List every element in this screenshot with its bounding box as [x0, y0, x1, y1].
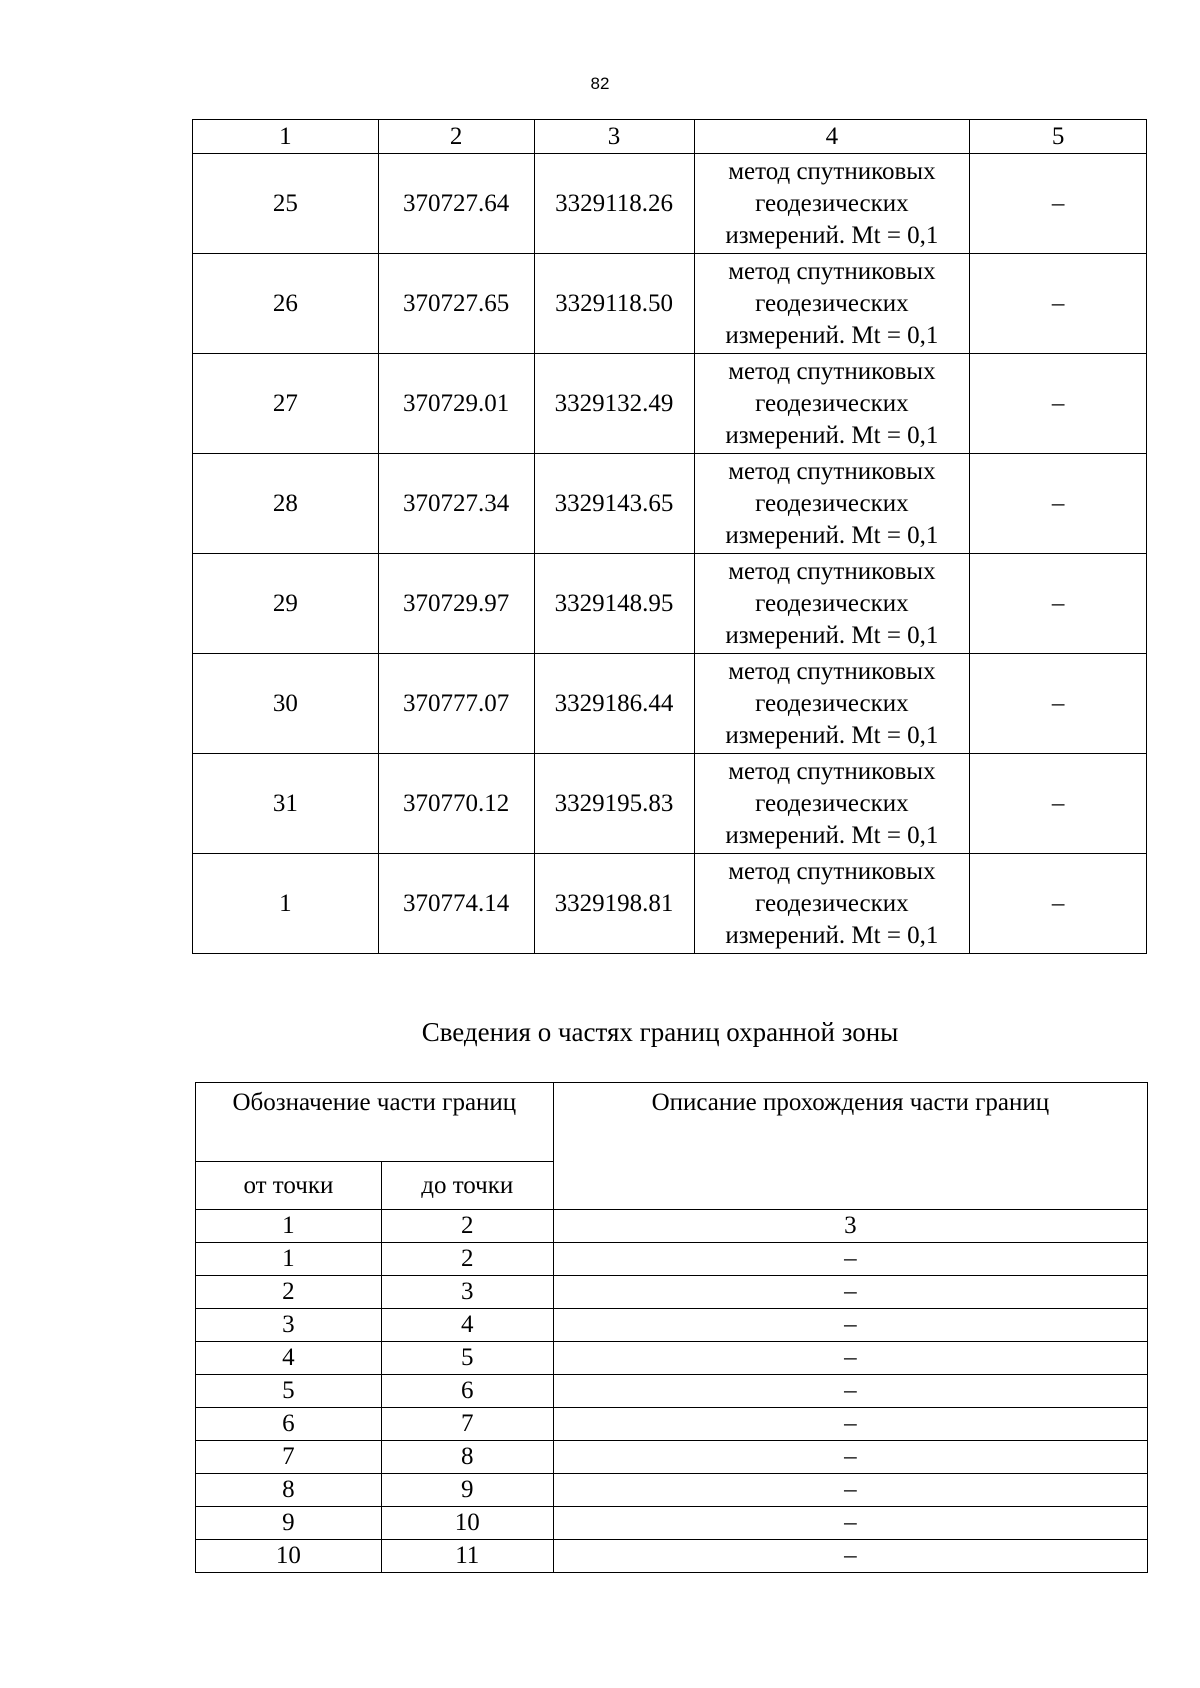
description-cell: –	[553, 1507, 1147, 1540]
x-coordinate-cell: 370770.12	[378, 754, 534, 854]
to-point-cell: 4	[381, 1309, 553, 1342]
to-point-cell: 9	[381, 1474, 553, 1507]
boundary-part-row	[196, 1309, 1148, 1342]
coordinates-row	[193, 154, 1147, 254]
method-line: геодезических	[755, 589, 909, 617]
note-cell: –	[970, 554, 1147, 654]
y-coordinate-cell: 3329198.81	[534, 854, 694, 954]
note-cell: –	[970, 854, 1147, 954]
from-point-cell: 4	[196, 1342, 382, 1375]
method-line: геодезических	[755, 489, 909, 517]
method-line: геодезических	[755, 189, 909, 217]
description-cell: –	[553, 1408, 1147, 1441]
parts-header-row	[196, 1083, 1148, 1162]
x-coordinate-cell: 370729.01	[378, 354, 534, 454]
note-cell: –	[970, 354, 1147, 454]
method-line: метод спутниковых	[728, 457, 936, 485]
x-coordinate-cell: 370727.64	[378, 154, 534, 254]
description-cell: –	[553, 1243, 1147, 1276]
y-coordinate-cell: 3329195.83	[534, 754, 694, 854]
method-cell	[694, 654, 970, 754]
from-point-cell: 2	[196, 1276, 382, 1309]
note-cell: –	[970, 454, 1147, 554]
note-cell: –	[970, 154, 1147, 254]
column-number-2: 2	[381, 1210, 553, 1243]
coordinates-table	[192, 119, 1147, 954]
to-point-cell: 7	[381, 1408, 553, 1441]
to-point-cell: 3	[381, 1276, 553, 1309]
parts-numbering-row	[196, 1210, 1148, 1243]
x-coordinate-cell: 370777.07	[378, 654, 534, 754]
method-line: измерений. Mt = 0,1	[725, 421, 939, 449]
method-line: измерений. Mt = 0,1	[725, 921, 939, 949]
coordinates-row	[193, 454, 1147, 554]
method-line: геодезических	[755, 789, 909, 817]
x-coordinate-cell: 370727.34	[378, 454, 534, 554]
method-line: геодезических	[755, 689, 909, 717]
method-line: метод спутниковых	[728, 157, 936, 185]
method-cell	[694, 254, 970, 354]
boundary-part-row	[196, 1342, 1148, 1375]
description-cell: –	[553, 1276, 1147, 1309]
column-number-2: 2	[378, 120, 534, 154]
method-cell	[694, 354, 970, 454]
point-number-cell: 29	[193, 554, 379, 654]
designation-header: Обозначение части границ	[196, 1083, 554, 1162]
from-point-cell: 1	[196, 1243, 382, 1276]
from-point-cell: 9	[196, 1507, 382, 1540]
x-coordinate-cell: 370774.14	[378, 854, 534, 954]
method-cell	[694, 554, 970, 654]
to-point-cell: 10	[381, 1507, 553, 1540]
to-point-cell: 5	[381, 1342, 553, 1375]
to-point-cell: 11	[381, 1540, 553, 1573]
note-cell: –	[970, 754, 1147, 854]
from-point-cell: 6	[196, 1408, 382, 1441]
coordinates-row	[193, 654, 1147, 754]
boundary-part-row	[196, 1276, 1148, 1309]
description-cell: –	[553, 1540, 1147, 1573]
boundary-part-row	[196, 1375, 1148, 1408]
x-coordinate-cell: 370727.65	[378, 254, 534, 354]
boundary-part-row	[196, 1540, 1148, 1573]
point-number-cell: 25	[193, 154, 379, 254]
method-cell	[694, 854, 970, 954]
from-point-cell: 3	[196, 1309, 382, 1342]
description-cell: –	[553, 1441, 1147, 1474]
y-coordinate-cell: 3329143.65	[534, 454, 694, 554]
from-point-cell: 10	[196, 1540, 382, 1573]
method-cell	[694, 154, 970, 254]
page-number: 82	[590, 74, 610, 93]
column-number-1: 1	[196, 1210, 382, 1243]
to-point-cell: 6	[381, 1375, 553, 1408]
method-line: измерений. Mt = 0,1	[725, 821, 939, 849]
note-cell: –	[970, 654, 1147, 754]
to-point-cell: 8	[381, 1441, 553, 1474]
column-number-1: 1	[193, 120, 379, 154]
coordinates-row	[193, 354, 1147, 454]
point-number-cell: 27	[193, 354, 379, 454]
method-line: измерений. Mt = 0,1	[725, 221, 939, 249]
from-point-header: от точки	[196, 1162, 382, 1210]
y-coordinate-cell: 3329186.44	[534, 654, 694, 754]
y-coordinate-cell: 3329118.50	[534, 254, 694, 354]
y-coordinate-cell: 3329148.95	[534, 554, 694, 654]
x-coordinate-cell: 370729.97	[378, 554, 534, 654]
method-line: метод спутниковых	[728, 757, 936, 785]
note-cell: –	[970, 254, 1147, 354]
coordinates-row	[193, 554, 1147, 654]
method-line: измерений. Mt = 0,1	[725, 721, 939, 749]
description-header: Описание прохождения части границ	[553, 1083, 1147, 1210]
method-line: метод спутниковых	[728, 557, 936, 585]
method-line: метод спутниковых	[728, 357, 936, 385]
from-point-cell: 5	[196, 1375, 382, 1408]
from-point-cell: 8	[196, 1474, 382, 1507]
boundary-part-row	[196, 1441, 1148, 1474]
to-point-cell: 2	[381, 1243, 553, 1276]
coordinates-row	[193, 254, 1147, 354]
point-number-cell: 31	[193, 754, 379, 854]
method-line: геодезических	[755, 289, 909, 317]
description-cell: –	[553, 1342, 1147, 1375]
method-cell	[694, 754, 970, 854]
method-line: измерений. Mt = 0,1	[725, 621, 939, 649]
method-line: геодезических	[755, 889, 909, 917]
method-cell	[694, 454, 970, 554]
method-line: измерений. Mt = 0,1	[725, 521, 939, 549]
y-coordinate-cell: 3329132.49	[534, 354, 694, 454]
column-number-3: 3	[534, 120, 694, 154]
point-number-cell: 1	[193, 854, 379, 954]
boundary-parts-table	[195, 1082, 1148, 1573]
column-number-4: 4	[694, 120, 970, 154]
point-number-cell: 26	[193, 254, 379, 354]
description-cell: –	[553, 1375, 1147, 1408]
coordinates-row	[193, 854, 1147, 954]
description-cell: –	[553, 1309, 1147, 1342]
to-point-header: до точки	[381, 1162, 553, 1210]
description-cell: –	[553, 1474, 1147, 1507]
from-point-cell: 7	[196, 1441, 382, 1474]
point-number-cell: 28	[193, 454, 379, 554]
boundary-part-row	[196, 1408, 1148, 1441]
method-line: геодезических	[755, 389, 909, 417]
coordinates-row	[193, 754, 1147, 854]
column-number-3: 3	[553, 1210, 1147, 1243]
point-number-cell: 30	[193, 654, 379, 754]
column-number-5: 5	[970, 120, 1147, 154]
method-line: измерений. Mt = 0,1	[725, 321, 939, 349]
method-line: метод спутниковых	[728, 657, 936, 685]
y-coordinate-cell: 3329118.26	[534, 154, 694, 254]
boundary-part-row	[196, 1474, 1148, 1507]
method-line: метод спутниковых	[728, 257, 936, 285]
method-line: метод спутниковых	[728, 857, 936, 885]
boundary-part-row	[196, 1243, 1148, 1276]
section-title: Сведения о частях границ охранной зоны	[421, 1017, 899, 1047]
coordinates-header-row	[193, 120, 1147, 154]
boundary-part-row	[196, 1507, 1148, 1540]
